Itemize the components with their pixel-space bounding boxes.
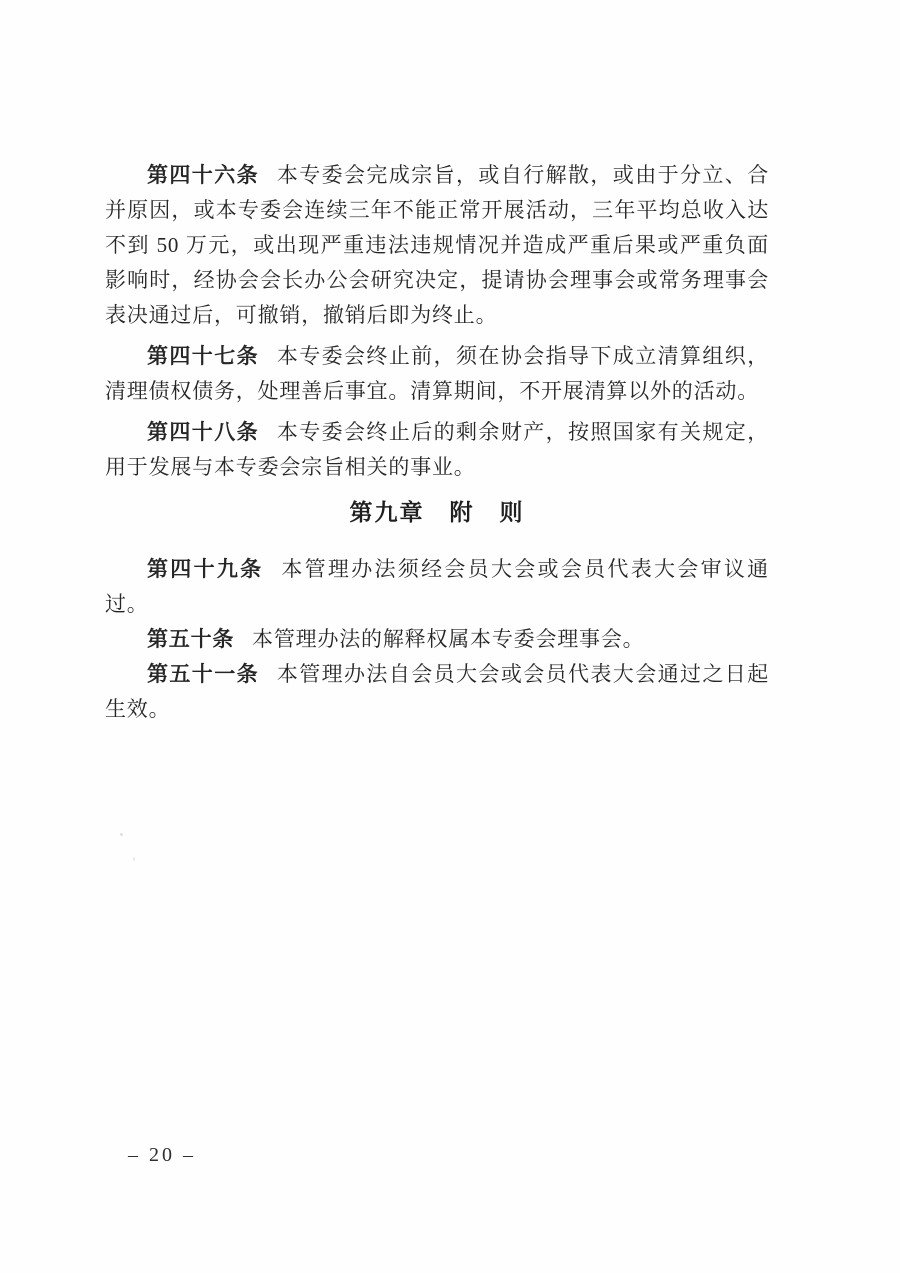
- article-paragraph-50: [105, 622, 769, 657]
- article-text-47: 本专委会终止前，须在协会指导下成立清算组织，清理债权债务，处理善后事宜。清算期间，不开展清算以外的活动。: [105, 344, 769, 403]
- article-paragraph-49: [105, 552, 769, 622]
- article-number-49: 第四十九条: [147, 557, 264, 581]
- article-text-49: 本管理办法须经会员大会或会员代表大会审议通过。: [105, 557, 769, 616]
- chapter-heading: 第九章 附 则: [349, 499, 525, 525]
- scan-speck: [133, 857, 135, 861]
- article-text-50: 本管理办法的解释权属本专委会理事会。: [252, 627, 645, 651]
- article-paragraph-46: [105, 158, 769, 333]
- article-text-46: 本专委会完成宗旨，或自行解散，或由于分立、合并原因，或本专委会连续三年不能正常开展活动，三年平均总收入达不到 50 万元，或出现严重违法违规情况并造成严重后果或严重负面影响时，经协会会长办公会研究决定，提请协会理事会或常务理事会表决通过后，可撤销，撤销后即为终止。: [105, 163, 769, 327]
- article-number-48: 第四十八条: [147, 420, 259, 444]
- article-paragraph-48: [105, 415, 769, 485]
- article-number-46: 第四十六条: [147, 163, 259, 187]
- document-content: [105, 158, 769, 727]
- article-text-51: 本管理办法自会员大会或会员代表大会通过之日起生效。: [105, 662, 769, 721]
- article-number-51: 第五十一条: [147, 662, 259, 686]
- section-supplementary-articles: [105, 552, 769, 727]
- article-text-48: 本专委会终止后的剩余财产，按照国家有关规定，用于发展与本专委会宗旨相关的事业。: [105, 420, 769, 479]
- page-number: – 20 –: [128, 1144, 196, 1166]
- section-termination-articles: [105, 158, 769, 485]
- article-paragraph-51: [105, 657, 769, 727]
- scan-speck: [120, 833, 123, 836]
- article-number-50: 第五十条: [147, 627, 235, 651]
- article-paragraph-47: [105, 339, 769, 409]
- article-number-47: 第四十七条: [147, 344, 259, 368]
